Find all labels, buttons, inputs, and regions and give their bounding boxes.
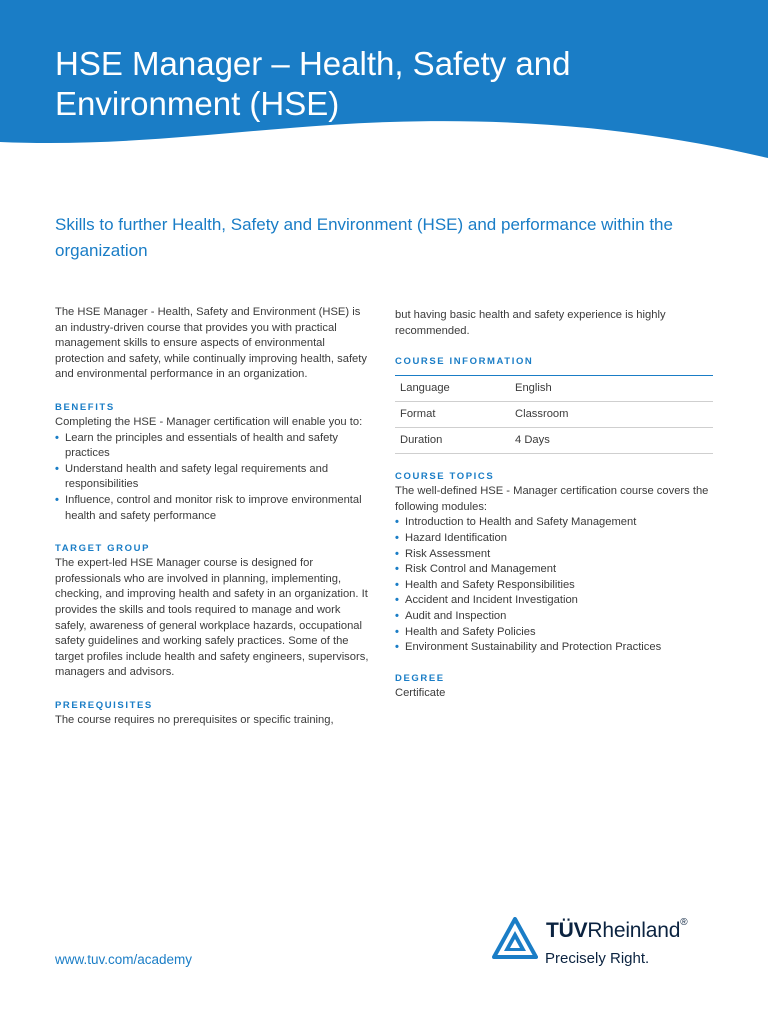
list-item: • Health and Safety Policies <box>395 625 713 641</box>
benefits-heading: BENEFITS <box>55 401 115 413</box>
info-value: Classroom <box>510 402 713 428</box>
left-column <box>55 305 373 728</box>
bullet-icon: • <box>395 625 399 638</box>
bullet-icon: • <box>395 563 399 576</box>
info-value: 4 Days <box>510 428 713 454</box>
bullet-icon: • <box>395 609 399 622</box>
bullet-icon: • <box>395 594 399 607</box>
prerequisites-text-left: The course requires no prerequisites or specific training, <box>55 713 334 726</box>
tuv-triangle-logo-icon <box>492 917 538 961</box>
bullet-icon: • <box>395 578 399 591</box>
bullet-icon: • <box>395 516 399 529</box>
target-group-text: The expert-led HSE Manager course is designed for professionals who are involved in planning, implementing, checking, and improving health and safety in an organization. It provides the skills and tools required to manage and work safely, awareness of general workplace hazards, occupational safety guidelines and working safely practices. Some of the target profiles include health and safety engineers, supervisors, managers and advisors. <box>55 557 369 679</box>
list-item: • Audit and Inspection <box>395 609 713 625</box>
list-item: • Risk Control and Management <box>395 562 713 578</box>
info-value: English <box>510 376 713 402</box>
bullet-icon: • <box>395 641 399 654</box>
table-row <box>395 402 713 428</box>
info-key: Format <box>395 402 510 428</box>
list-item: • Environment Sustainability and Protection Practices <box>395 640 713 656</box>
academy-link[interactable]: www.tuv.com/academy <box>55 952 193 967</box>
course-topics-lead: The well-defined HSE - Manager certification course covers the following modules: <box>395 485 709 513</box>
list-item: • Introduction to Health and Safety Management <box>395 515 713 531</box>
brand-name: TÜVRheinland® <box>546 917 688 942</box>
header-banner <box>0 0 768 170</box>
bullet-icon: • <box>55 431 59 444</box>
title-line-2: Environment (HSE) <box>55 85 340 122</box>
title-line-1: HSE Manager – Health, Safety and <box>55 45 571 82</box>
list-item: • Risk Assessment <box>395 547 713 563</box>
table-row <box>395 376 713 402</box>
list-item: • Influence, control and monitor risk to improve environmental health and safety performance <box>55 493 362 522</box>
page-title <box>55 44 735 124</box>
bullet-icon: • <box>55 493 59 506</box>
intro-paragraph: The HSE Manager - Health, Safety and Environment (HSE) is an industry-driven course that provides you with practical management skills to ensure aspects of environmental protection and safety, while continually improving health, safety and environmental performance in an organization. <box>55 306 367 381</box>
course-topics-list <box>395 515 713 655</box>
list-item: • Understand health and safety legal requirements and responsibilities <box>55 462 329 491</box>
page-subtitle: Skills to further Health, Safety and Environment (HSE) and performance within the organization <box>55 215 673 260</box>
list-item: • Accident and Incident Investigation <box>395 593 713 609</box>
list-item: • Health and Safety Responsibilities <box>395 578 713 594</box>
tuv-rheinland-logo <box>492 917 732 977</box>
course-information-table <box>395 375 713 454</box>
brand-tagline: Precisely Right. <box>545 950 650 967</box>
info-key: Duration <box>395 428 510 454</box>
bullet-icon: • <box>395 531 399 544</box>
course-information-heading: COURSE INFORMATION <box>395 356 534 368</box>
list-item: • Learn the principles and essentials of health and safety practices <box>55 431 339 460</box>
benefits-lead: Completing the HSE - Manager certification will enable you to: <box>55 415 363 428</box>
prerequisites-text-right: but having basic health and safety experience is highly recommended. <box>395 309 666 337</box>
list-item: • Hazard Identification <box>395 531 713 547</box>
degree-value: Certificate <box>395 686 446 699</box>
bullet-icon: • <box>395 547 399 560</box>
benefits-list <box>55 431 373 525</box>
course-topics-heading: COURSE TOPICS <box>395 471 495 483</box>
table-row <box>395 428 713 454</box>
target-group-heading: TARGET GROUP <box>55 543 151 555</box>
degree-heading: DEGREE <box>395 672 445 684</box>
right-column <box>395 308 713 701</box>
info-key: Language <box>395 376 510 402</box>
bullet-icon: • <box>55 462 59 475</box>
prerequisites-heading: PREREQUISITES <box>55 699 153 711</box>
